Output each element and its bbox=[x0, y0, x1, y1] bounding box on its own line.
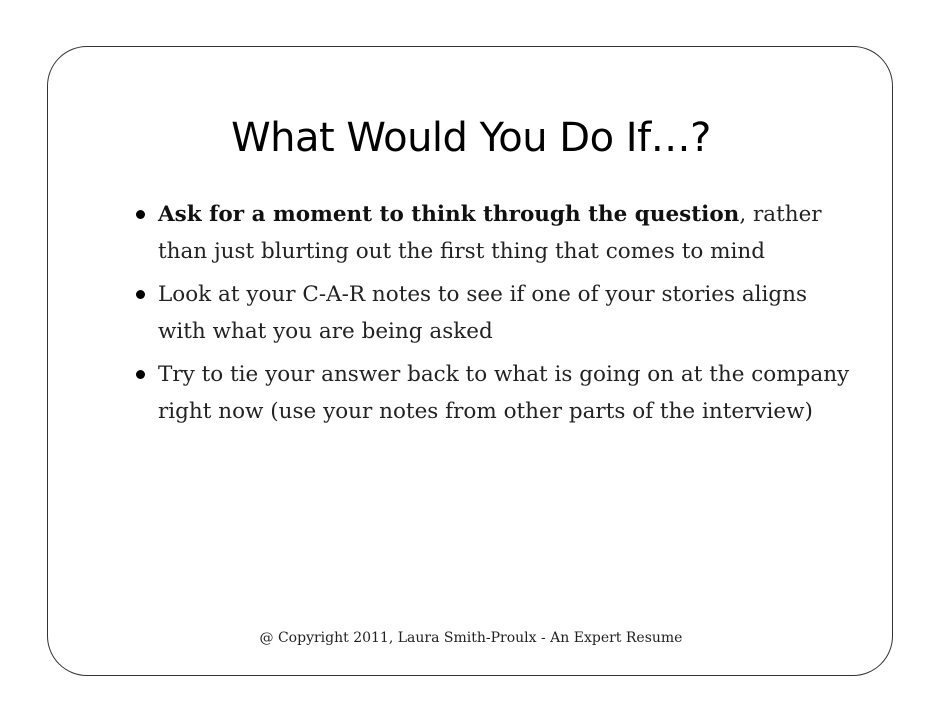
bullet-list bbox=[136, 196, 856, 436]
bullet-item bbox=[136, 356, 856, 430]
bullet-item bbox=[136, 196, 856, 270]
bullet-text: Look at your C-A-R notes to see if one of your stories aligns with what you are being asked bbox=[158, 282, 808, 344]
bullet-item bbox=[136, 276, 856, 350]
bullet-text: , rather than just blurting out the first thing that comes to mind bbox=[158, 202, 822, 264]
bullet-dot-icon bbox=[136, 210, 145, 219]
bullet-dot-icon bbox=[136, 290, 145, 299]
bullet-dot-icon bbox=[136, 370, 145, 379]
bullet-bold-text: Ask for a moment to think through the question bbox=[158, 202, 740, 227]
slide-title: What Would You Do If…? bbox=[231, 115, 711, 161]
bullet-text: Try to tie your answer back to what is going on at the company right now (use your notes from other parts of the interview) bbox=[158, 362, 850, 424]
footer-copyright: @ Copyright 2011, Laura Smith-Proulx - An Expert Resume bbox=[259, 630, 683, 646]
